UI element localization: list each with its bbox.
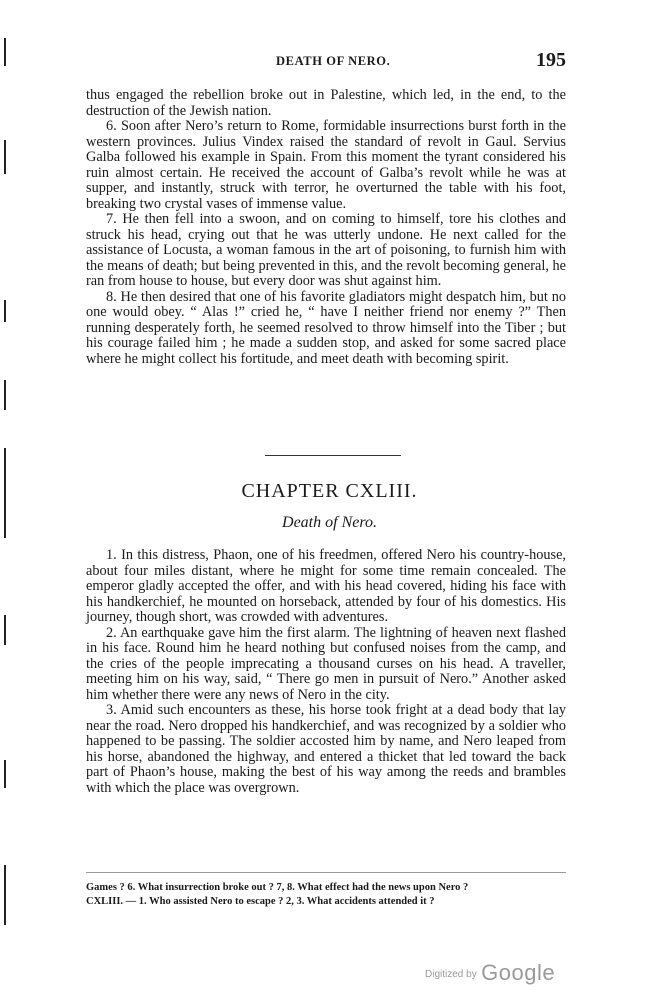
- binding-edge-mark: [4, 300, 6, 322]
- paragraph: 2. An earthquake gave him the first alarm. The lightning of heaven next flashed in his face. Round him he heard nothing but confused noises from the camp, and the cries of the people imprecating a thousand curses on his head. A traveller, meeting him on his way, said, “ There go men in pursuit of Nero.” Another asked him whether there were any news of Nero in the city.: [86, 624, 566, 703]
- body-text-section-two: [86, 548, 566, 796]
- section-divider: [265, 455, 401, 456]
- binding-edge-mark: [4, 615, 6, 645]
- footnote-divider: [86, 872, 566, 873]
- watermark-prefix: Digitized by: [425, 969, 477, 980]
- binding-edge-mark: [4, 760, 6, 788]
- digitized-watermark: [425, 960, 555, 986]
- google-logo: Google: [481, 960, 556, 985]
- binding-edge-mark: [4, 865, 6, 925]
- chapter-subtitle: Death of Nero.: [282, 514, 377, 531]
- paragraph: 8. He then desired that one of his favorite gladiators might despatch him, but no one would obey. “ Alas !” cried he, “ have I neither friend nor enemy ?” Then running desperately forth, he seemed resolved to throw himself into the Tiber ; but his courage failed him ; he made a sudden stop, and asked for some sacred place where he might collect his fortitude, and meet death with becoming spirit.: [86, 288, 566, 367]
- page-number: 195: [536, 49, 566, 71]
- binding-edge-mark: [4, 140, 6, 174]
- paragraph: 3. Amid such encounters as these, his horse took fright at a dead body that lay near the road. Nero dropped his handkerchief, and was recognized by a soldier who happened to be passing. The soldier accosted him by name, and Nero leaped from his horse, abandoned the highway, and entered a thicket that led toward the back part of Phaon’s house, making the best of his way among the reeds and brambles with which the place was overgrown.: [86, 702, 566, 796]
- study-questions: [86, 882, 566, 910]
- footnote-line: Games ? 6. What insurrection broke out ? 7, 8. What effect had the news upon Nero ?: [86, 882, 469, 893]
- body-text-section-one: [86, 88, 566, 367]
- paragraph: 6. Soon after Nero’s return to Rome, formidable insurrections burst forth in the western provinces. Julius Vindex raised the standard of revolt in Gaul. Servius Galba followed his example in Spain. From this moment the tyrant considered his ruin almost certain. He received the account of Galba’s revolt while he was at supper, and instantly, struck with terror, he overturned the table with his foot, breaking two crystal vases of immense value.: [86, 118, 566, 212]
- paragraph: 7. He then fell into a swoon, and on coming to himself, tore his clothes and struck his head, crying out that he was utterly undone. He next called for the assistance of Locusta, a woman famous in the art of poisoning, to furnish him with the means of death; but being prevented in this, and the revolt becoming general, he ran from house to house, but every door was shut against him.: [86, 211, 566, 289]
- page-header: [86, 49, 566, 76]
- paragraph: thus engaged the rebellion broke out in Palestine, which led, in the end, to the destruction of the Jewish nation.: [86, 87, 566, 119]
- paragraph: 1. In this distress, Phaon, one of his freedmen, offered Nero his country-house, about four miles distant, where he might for some time remain concealed. The emperor gladly accepted the offer, and with his head covered, hiding his face with his handkerchief, he mounted on horseback, attended by four of his domestics. His journey, though short, was crowded with adventures.: [86, 547, 566, 625]
- binding-edge-mark: [4, 380, 6, 410]
- running-head: DEATH OF NERO.: [276, 54, 391, 68]
- footnote-line: CXLIII. — 1. Who assisted Nero to escape ? 2, 3. What accidents attended it ?: [86, 896, 435, 907]
- chapter-heading: CHAPTER CXLIII.: [241, 480, 418, 502]
- binding-edge-mark: [4, 38, 6, 66]
